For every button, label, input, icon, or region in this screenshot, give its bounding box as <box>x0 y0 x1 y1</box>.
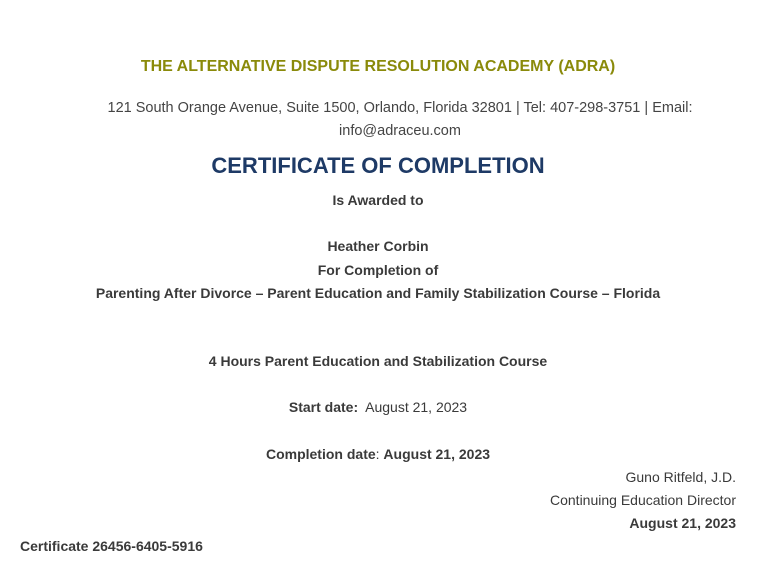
start-date-label: Start date: <box>288 399 359 415</box>
start-date-value: August 21, 2023 <box>365 399 468 415</box>
course-hours: 4 Hours Parent Education and Stabilization Course <box>208 353 548 369</box>
course-name: Parenting After Divorce – Parent Education and Family Stabilization Course – Florida <box>95 285 661 301</box>
signatory-name: Guno Ritfeld, J.D. <box>625 469 736 485</box>
recipient-name: Heather Corbin <box>327 238 429 254</box>
signatory-date: August 21, 2023 <box>629 515 736 531</box>
start-date <box>0 399 756 415</box>
completion-date-label: Completion date <box>265 446 376 462</box>
completion-date-separator: : <box>375 446 384 462</box>
completion-date-value: August 21, 2023 <box>383 446 491 462</box>
certificate-number: Certificate 26456-6405-5916 <box>20 538 203 554</box>
certificate-title: CERTIFICATE OF COMPLETION <box>211 153 545 178</box>
awarded-text: Is Awarded to <box>332 192 424 208</box>
academy-address: 121 South Orange Avenue, Suite 1500, Orlando, Florida 32801 | Tel: 407-298-3751 | Email: info@adraceu.com <box>107 100 693 139</box>
signatory-title: Continuing Education Director <box>550 492 736 508</box>
completion-date <box>0 446 756 462</box>
academy-name: THE ALTERNATIVE DISPUTE RESOLUTION ACADEMY (ADRA) <box>140 58 616 75</box>
for-completion-text: For Completion of <box>317 262 439 278</box>
